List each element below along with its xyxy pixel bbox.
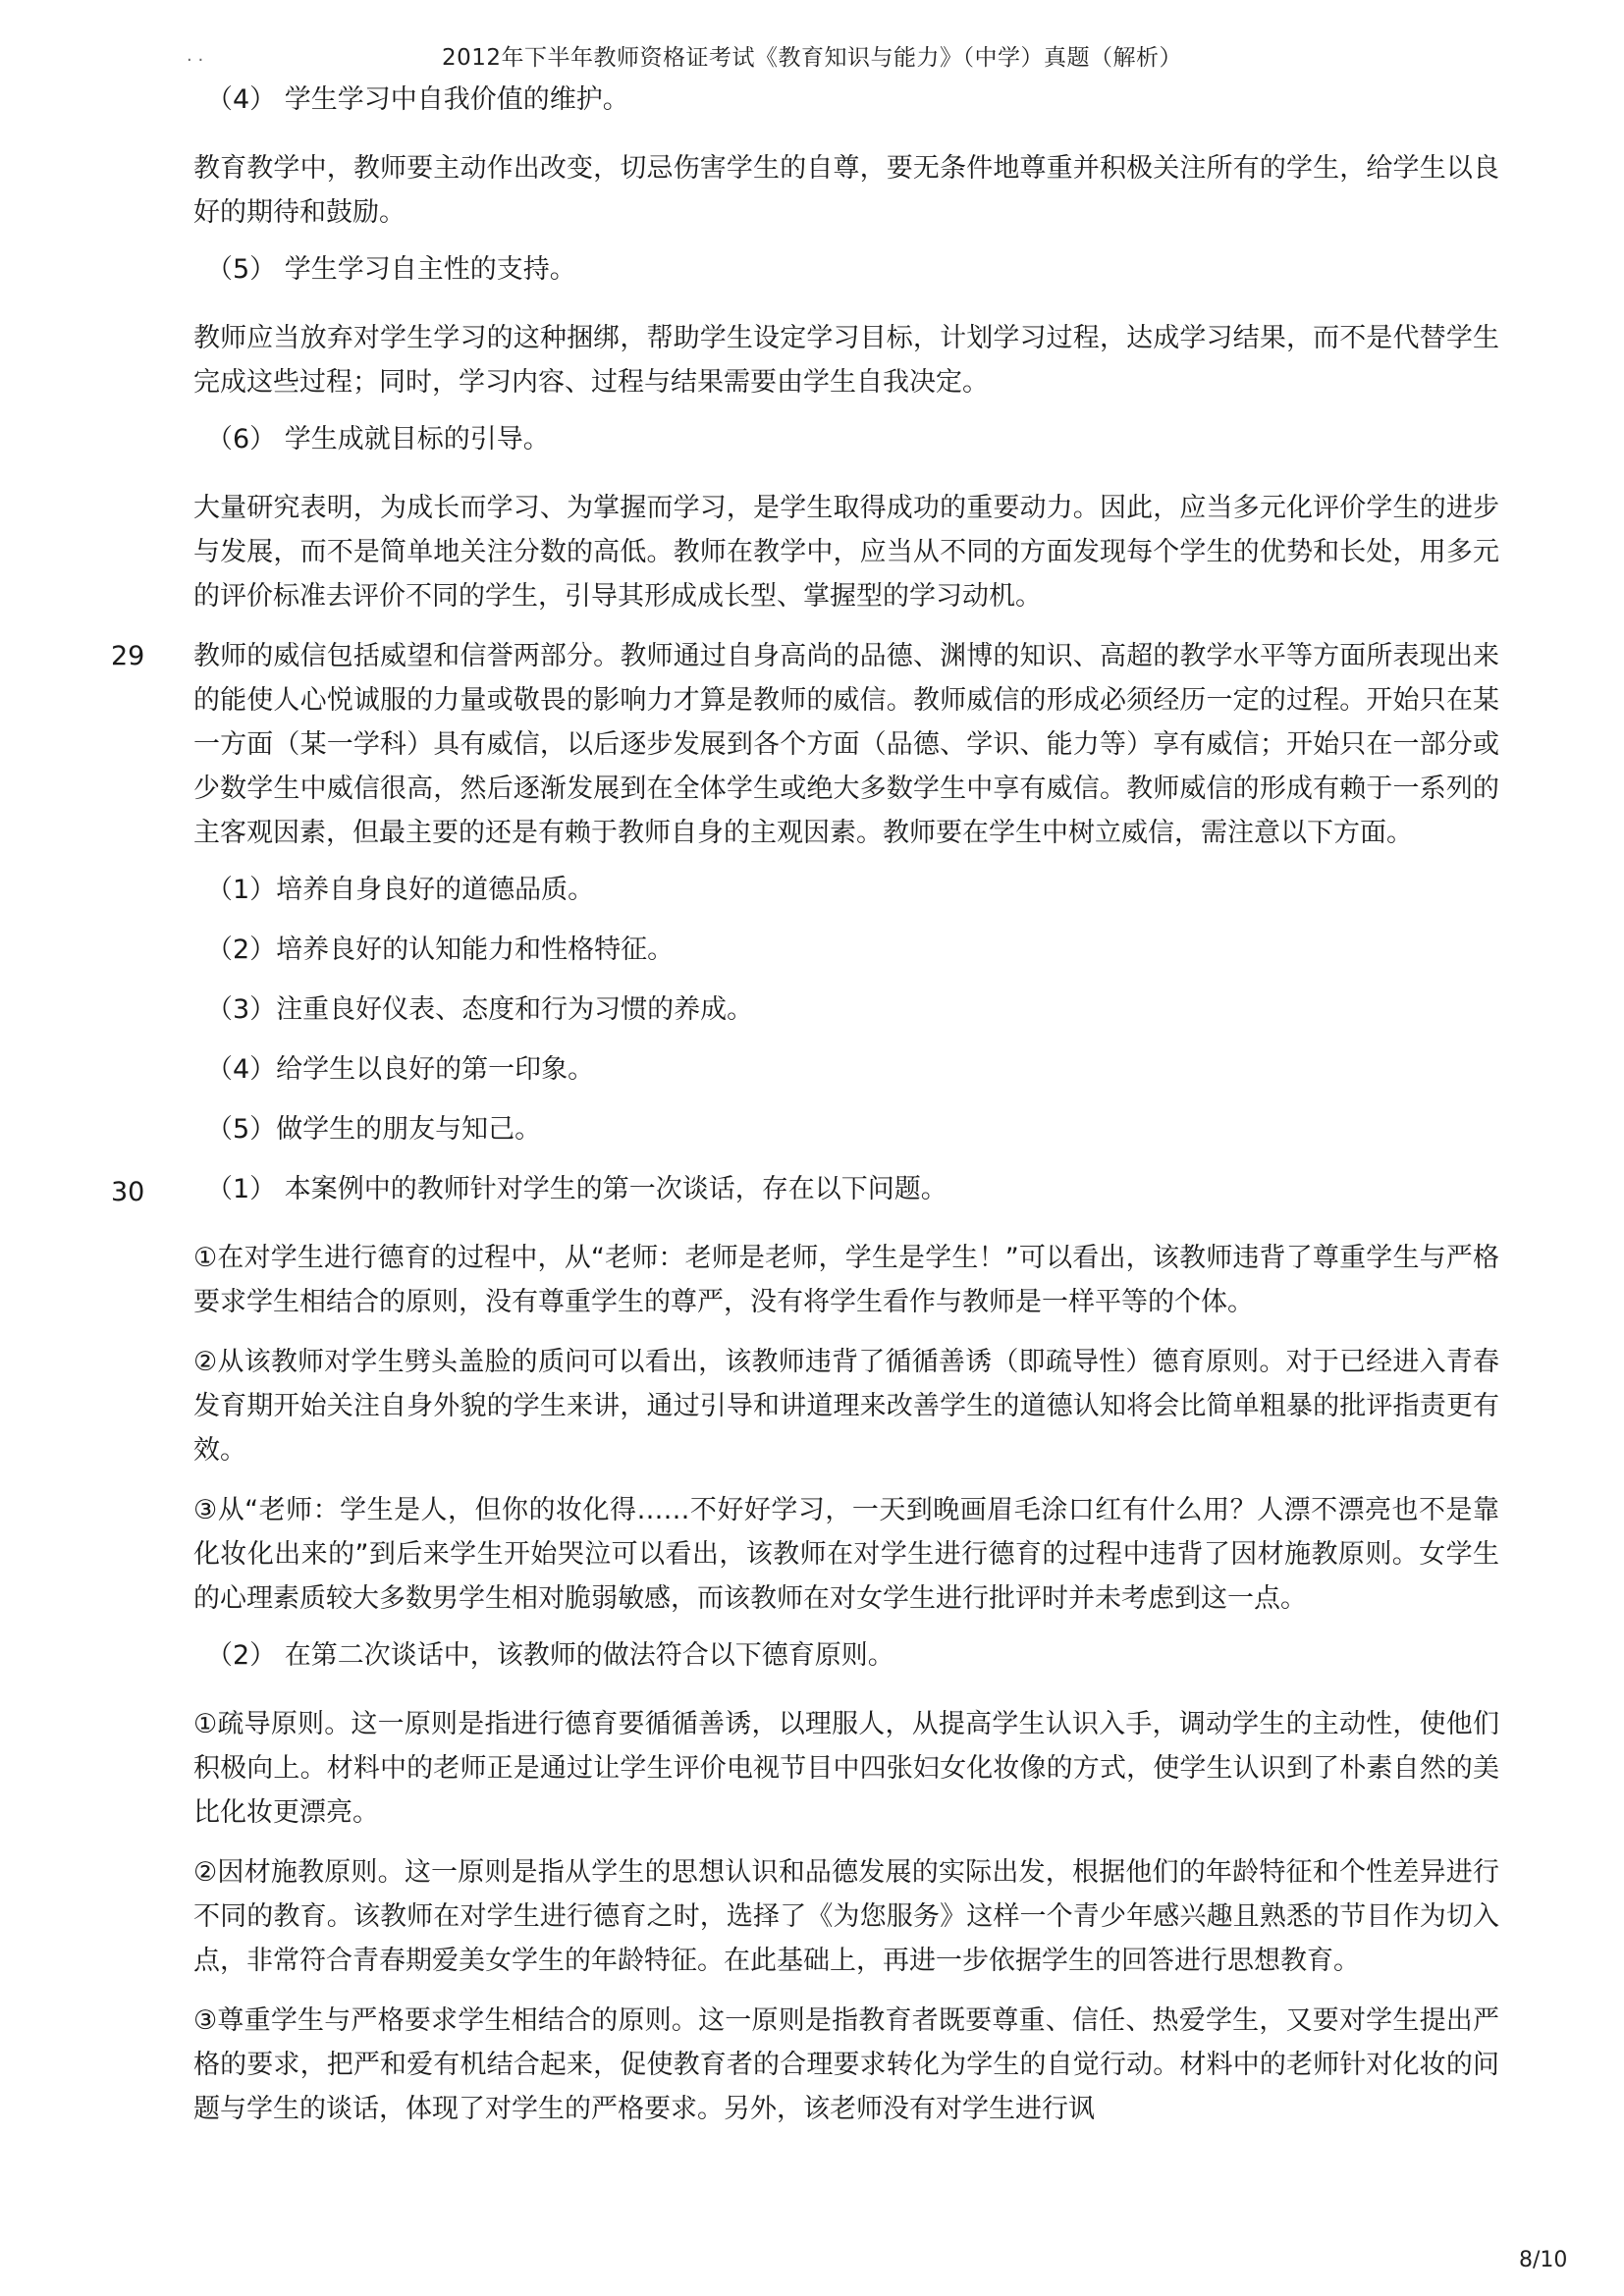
subheading-q30-1: （1） 本案例中的教师针对学生的第一次谈话，存在以下问题。 <box>206 1174 947 1204</box>
subheading-5: （5） 学生学习自主性的支持。 <box>206 254 576 285</box>
question-29-intro: 教师的威信包括威望和信誉两部分。教师通过自身高尚的品德、渊博的知识、高超的教学水平等方面所表现出来的能使人心悦诚服的力量或敬畏的影响力才算是教师的威信。教师威信的形成必须经历一定的过程。开始只在某一方面（某一学科）具有威信，以后逐步发展到各个方面（品德、学识、能力等）享有威信；开始只在一部分或少数学生中威信很高，然后逐渐发展到在全体学生或绝大多数学生中享有威信。教师威信的形成有赖于一系列的主客观因素，但最主要的还是有赖于教师自身的主观因素。教师要在学生中树立威信，需注意以下方面。 <box>193 641 1499 848</box>
subheading-6: （6） 学生成就目标的引导。 <box>206 424 550 454</box>
list-item: （2）培养良好的认知能力和性格特征。 <box>206 934 675 965</box>
paragraph: ③从“老师：学生是人，但你的妆化得……不好好学习，一天到晚画眉毛涂口红有什么用？人漂不漂亮也不是靠化妆化出来的”到后来学生开始哭泣可以看出，该教师在对学生进行德育的过程中违背了因材施教原则。女学生的心理素质较大多数男学生相对脆弱敏感，而该教师在对女学生进行批评时并未考虑到这一点。 <box>193 1495 1499 1614</box>
list-item: （4）给学生以良好的第一印象。 <box>206 1054 595 1085</box>
list-item: （3）注重良好仪表、态度和行为习惯的养成。 <box>206 994 754 1025</box>
paragraph: ③尊重学生与严格要求学生相结合的原则。这一原则是指教育者既要尊重、信任、热爱学生，又要对学生提出严格的要求，把严和爱有机结合起来，促使教育者的合理要求转化为学生的自觉行动。材料中的老师针对化妆的问题与学生的谈话，体现了对学生的严格要求。另外，该老师没有对学生进行讽 <box>193 2005 1499 2124</box>
paragraph: 大量研究表明，为成长而学习、为掌握而学习，是学生取得成功的重要动力。因此，应当多元化评价学生的进步与发展，而不是简单地关注分数的高低。教师在教学中，应当从不同的方面发现每个学生的优势和长处，用多元的评价标准去评价不同的学生，引导其形成成长型、掌握型的学习动机。 <box>193 493 1499 612</box>
paragraph: 教育教学中，教师要主动作出改变，切忌伤害学生的自尊，要无条件地尊重并积极关注所有的学生，给学生以良好的期待和鼓励。 <box>193 153 1499 228</box>
paragraph: ②从该教师对学生劈头盖脸的质问可以看出，该教师违背了循循善诱（即疏导性）德育原则。对于已经进入青春发育期开始关注自身外貌的学生来讲，通过引导和讲道理来改善学生的道德认知将会比简单粗暴的批评指责更有效。 <box>193 1347 1499 1466</box>
paragraph: ②因材施教原则。这一原则是指从学生的思想认识和品德发展的实际出发，根据他们的年龄特征和个性差异进行不同的教育。该教师在对学生进行德育之时，选择了《为您服务》这样一个青少年感兴趣且熟悉的节目作为切入点，非常符合青春期爱美女学生的年龄特征。在此基础上，再进一步依据学生的回答进行思想教育。 <box>193 1857 1499 1976</box>
header-dots: . . <box>187 45 204 66</box>
page-content <box>0 80 1624 2147</box>
paragraph: ①疏导原则。这一原则是指进行德育要循循善诱，以理服人，从提高学生认识入手，调动学生的主动性，使他们积极向上。材料中的老师正是通过让学生评价电视节目中四张妇女化妆像的方式，使学生认识到了朴素自然的美比化妆更漂亮。 <box>193 1709 1499 1828</box>
subheading-q30-2: （2） 在第二次谈话中，该教师的做法符合以下德育原则。 <box>206 1640 894 1671</box>
list-item: （5）做学生的朋友与知己。 <box>206 1114 542 1145</box>
question-29 <box>0 634 1624 855</box>
page-header: 2012年下半年教师资格证考试《教育知识与能力》（中学）真题（解析） <box>441 45 1183 71</box>
question-number: 29 <box>111 641 145 671</box>
question-number: 30 <box>111 1177 145 1207</box>
question-30 <box>0 1170 1624 1209</box>
page-number: 8/10 <box>1519 2248 1568 2272</box>
paragraph: ①在对学生进行德育的过程中，从“老师：老师是老师，学生是学生！”可以看出，该教师违背了尊重学生与严格要求学生相结合的原则，没有尊重学生的尊严，没有将学生看作与教师是一样平等的个体。 <box>193 1243 1499 1317</box>
paragraph: 教师应当放弃对学生学习的这种捆绑，帮助学生设定学习目标，计划学习过程，达成学习结果，而不是代替学生完成这些过程；同时，学习内容、过程与结果需要由学生自我决定。 <box>193 323 1499 398</box>
subheading-4: （4） 学生学习中自我价值的维护。 <box>206 84 629 115</box>
list-item: （1）培养自身良好的道德品质。 <box>206 875 595 905</box>
